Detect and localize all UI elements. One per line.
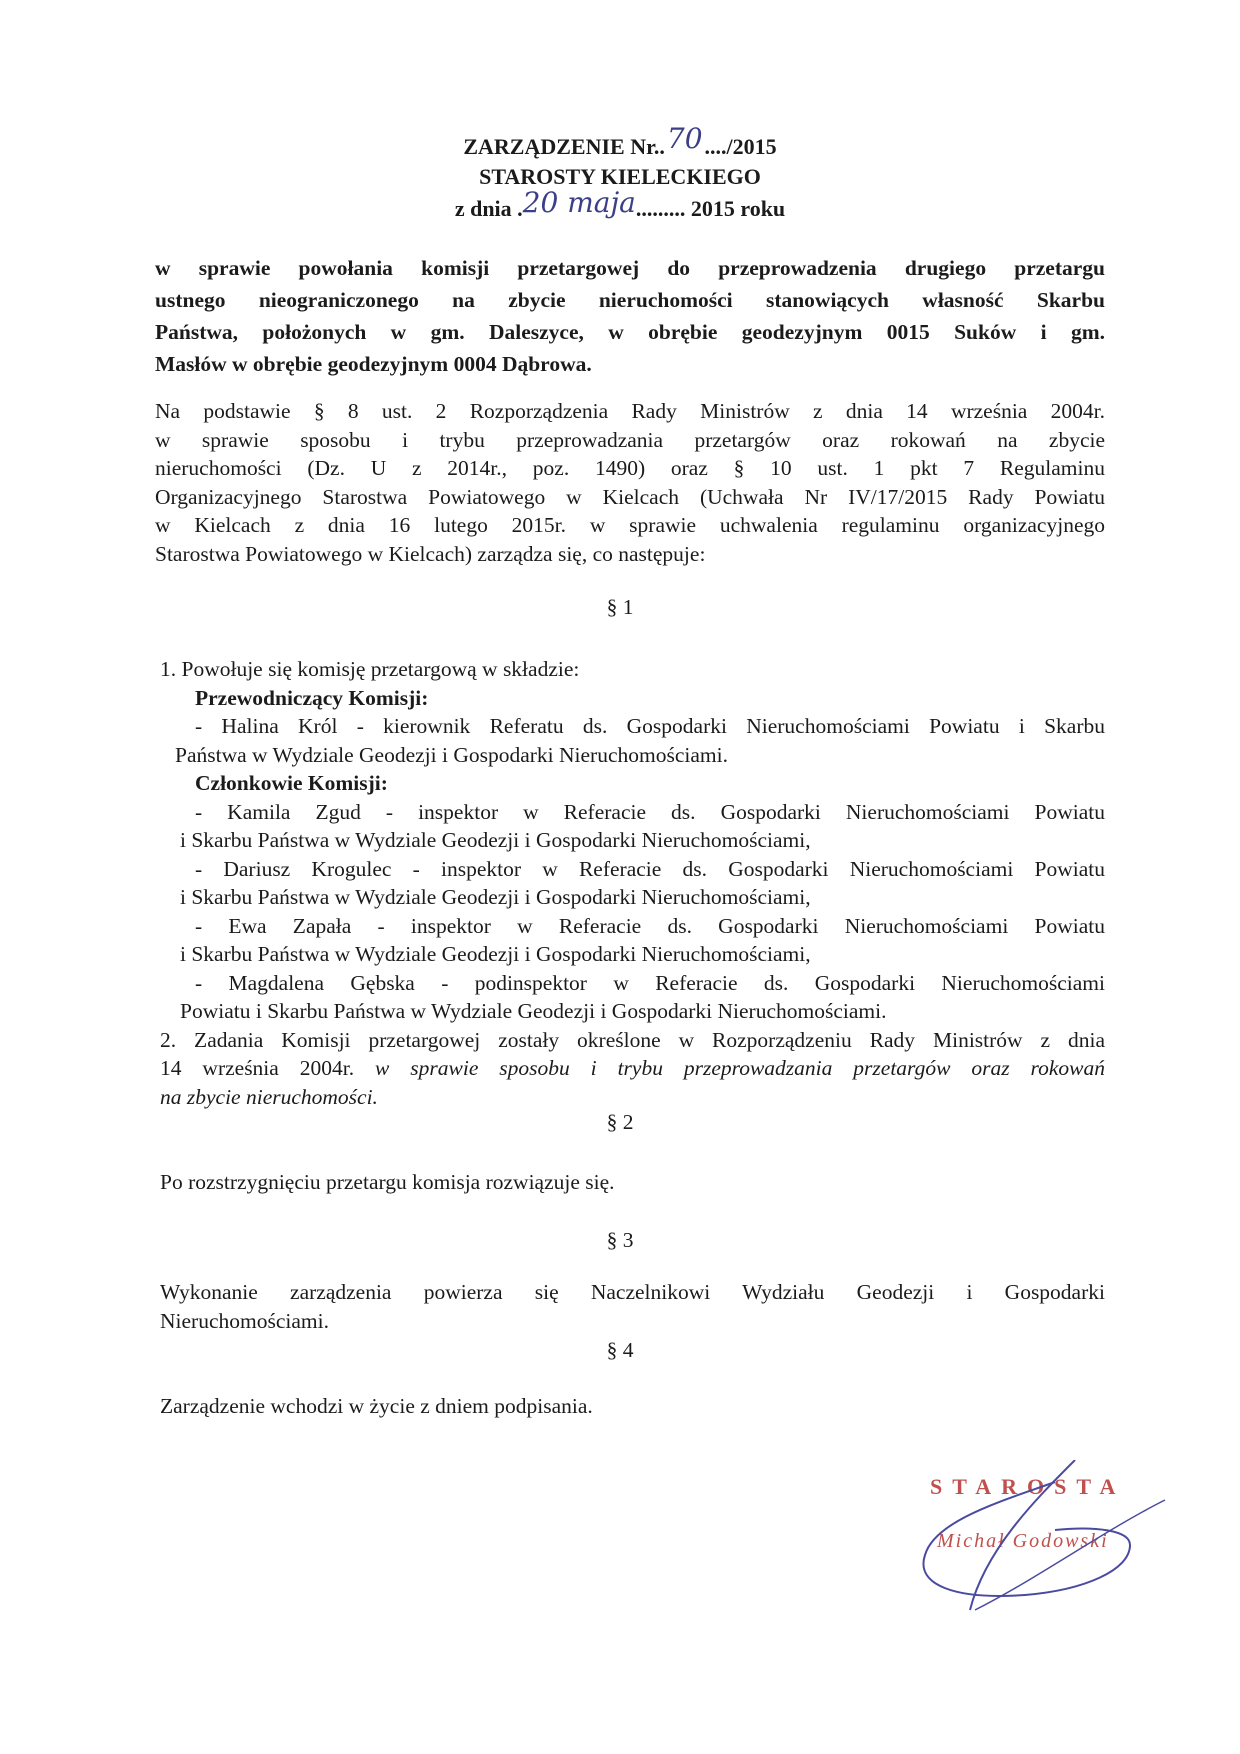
member-line: Powiatu i Skarbu Państwa w Wydziale Geodezji i Gospodarki Nieruchomościami. xyxy=(180,999,887,1023)
date-suffix: ......... 2015 roku xyxy=(635,196,786,221)
member-line: - Magdalena Gębska - podinspektor w Referacie ds. Gospodarki Nieruchomościami xyxy=(195,970,1105,995)
member-line: i Skarbu Państwa w Wydziale Geodezji i Gospodarki Nieruchomościami, xyxy=(180,828,811,852)
chair-line: - Halina Król - kierownik Referatu ds. Gospodarki Nieruchomościami Powiatu i Skarbu xyxy=(195,714,1105,738)
member-line: - Kamila Zgud - inspektor w Referacie ds. Gospodarki Nieruchomościami Powiatu xyxy=(195,799,1105,824)
date-line xyxy=(0,186,1240,224)
section-3-heading: § 3 xyxy=(606,1228,634,1252)
point-2-line xyxy=(160,1054,1105,1083)
date-prefix: z dnia . xyxy=(454,196,523,221)
handwritten-signature xyxy=(915,1460,1175,1620)
basis-line: Na podstawie § 8 ust. 2 Rozporządzenia Rady Ministrów z dnia 14 września 2004r. xyxy=(155,399,1105,423)
document-header xyxy=(0,122,1240,224)
title-line xyxy=(0,122,1240,162)
section-4-text: Zarządzenie wchodzi w życie z dniem podpisania. xyxy=(160,1394,593,1418)
section-3-line: Nieruchomościami. xyxy=(160,1308,329,1333)
members-heading: Członkowie Komisji: xyxy=(195,771,388,795)
point-1-intro: 1. Powołuje się komisję przetargową w składzie: xyxy=(160,657,580,681)
handwritten-number: 70 xyxy=(666,122,703,155)
subject-line: Państwa, położonych w gm. Daleszyce, w obrębie geodezyjnym 0015 Suków i gm. xyxy=(155,320,1105,344)
section-4-body xyxy=(160,1392,1105,1421)
title-prefix: ZARZĄDZENIE Nr.. xyxy=(463,134,665,159)
section-4-heading: § 4 xyxy=(606,1338,634,1362)
point-2-plain: 14 września 2004r. xyxy=(160,1056,376,1080)
point-2-italic: w sprawie sposobu i trybu przeprowadzania przetargów oraz rokowań xyxy=(375,1056,1105,1080)
section-3-body xyxy=(160,1278,1105,1335)
basis-line: Starostwa Powiatowego w Kielcach) zarządza się, co następuje: xyxy=(155,541,706,566)
stamp-name: Michał Godowski xyxy=(937,1530,1109,1552)
title-suffix: ..../2015 xyxy=(704,134,777,159)
member-line: - Dariusz Krogulec - inspektor w Referacie ds. Gospodarki Nieruchomościami Powiatu xyxy=(195,856,1105,881)
basis-line: nieruchomości (Dz. U z 2014r., poz. 1490) oraz § 10 ust. 1 pkt 7 Regulaminu xyxy=(155,456,1105,480)
section-1-heading: § 1 xyxy=(606,595,634,619)
basis-line: w sprawie sposobu i trybu przeprowadzania przetargów oraz rokowań na zbycie xyxy=(155,427,1105,452)
section-3-line: Wykonanie zarządzenia powierza się Naczelnikowi Wydziału Geodezji i Gospodarki xyxy=(160,1280,1105,1304)
point-2-italic-end: na zbycie nieruchomości. xyxy=(160,1084,378,1109)
point-2-line: 2. Zadania Komisji przetargowej zostały określone w Rozporządzeniu Rady Ministrów z dnia xyxy=(160,1027,1105,1052)
handwritten-date: 20 maja xyxy=(522,186,636,219)
member-line: i Skarbu Państwa w Wydziale Geodezji i Gospodarki Nieruchomościami, xyxy=(180,942,811,966)
legal-basis-paragraph xyxy=(155,397,1105,568)
stamp-title: STAROSTA xyxy=(930,1474,1126,1499)
member-line: i Skarbu Państwa w Wydziale Geodezji i Gospodarki Nieruchomościami, xyxy=(180,885,811,909)
basis-line: Organizacyjnego Starostwa Powiatowego w Kielcach (Uchwała Nr IV/17/2015 Rady Powiatu xyxy=(155,484,1105,509)
member-line: - Ewa Zapała - inspektor w Referacie ds. Gospodarki Nieruchomościami Powiatu xyxy=(195,913,1105,938)
basis-line: w Kielcach z dnia 16 lutego 2015r. w sprawie uchwalenia regulaminu organizacyjnego xyxy=(155,513,1105,537)
section-2-heading: § 2 xyxy=(606,1110,634,1134)
subject-paragraph xyxy=(155,252,1105,380)
authority-line: STAROSTY KIELECKIEGO xyxy=(479,164,761,189)
subject-line: w sprawie powołania komisji przetargowej do przeprowadzenia drugiego przetargu xyxy=(155,256,1105,280)
chair-heading: Przewodniczący Komisji: xyxy=(195,685,429,710)
subject-line: Masłów w obrębie geodezyjnym 0004 Dąbrowa. xyxy=(155,352,592,376)
section-2-text: Po rozstrzygnięciu przetargu komisja rozwiązuje się. xyxy=(160,1170,615,1194)
section-2-body xyxy=(160,1168,1105,1197)
subject-line: ustnego nieograniczonego na zbycie nieruchomości stanowiących własność Skarbu xyxy=(155,288,1105,312)
section-1-body xyxy=(160,655,1105,1111)
chair-line: Państwa w Wydziale Geodezji i Gospodarki Nieruchomościami. xyxy=(175,742,728,767)
signature-stamp xyxy=(915,1460,1175,1620)
